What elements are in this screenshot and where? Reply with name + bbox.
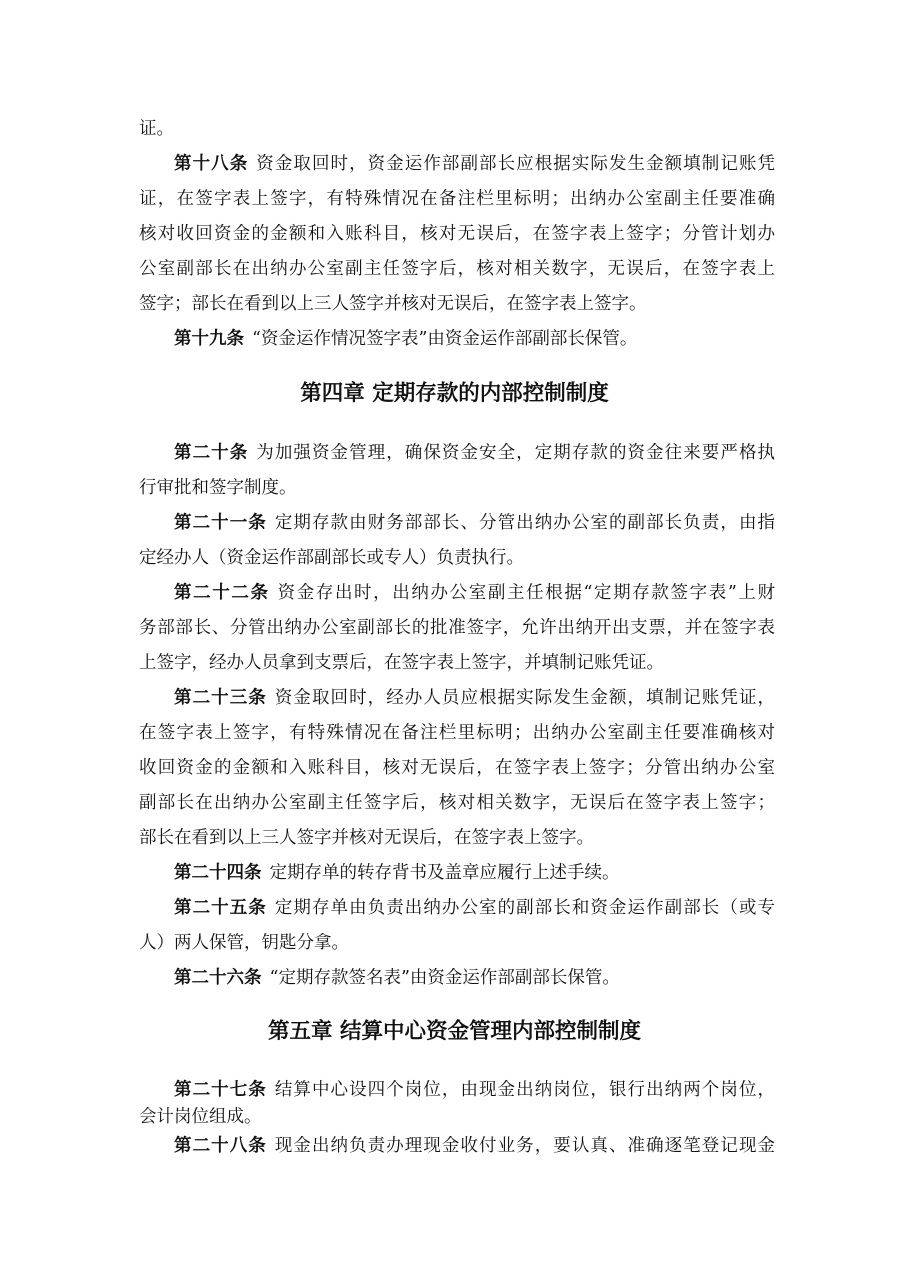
text-line: 务部部长、分管出纳办公室副部长的批准签字，允许出纳开出支票，并在签字表	[139, 618, 775, 638]
article-number: 第二十八条	[174, 1136, 267, 1156]
article-25: 第二十五条 定期存单由负责出纳办公室的副部长和资金运作副部长（或专	[174, 898, 776, 918]
article-number: 第二十条	[174, 443, 249, 463]
text-line: 上签字，经办人员拿到支票后，在签字表上签字，并填制记账凭证。	[139, 653, 664, 673]
article-number: 第二十七条	[174, 1080, 267, 1100]
article-18: 第十八条 资金取回时，资金运作部副部长应根据实际发生金额填制记账凭	[174, 154, 776, 174]
chapter-heading: 第四章 定期存款的内部控制制度	[300, 381, 609, 406]
text-line: 在签字表上签字，有特殊情况在备注栏里标明；出纳办公室副主任要准确核对	[139, 723, 775, 743]
article-23: 第二十三条 资金取回时，经办人员应根据实际发生金额，填制记账凭证，	[174, 688, 776, 708]
text-line: 定经办人（资金运作部副部长或专人）负责执行。	[139, 548, 524, 568]
text-line: 证。	[139, 119, 174, 139]
text-line: 公室副部长在出纳办公室副主任签字后，核对相关数字，无误后，在签字表上	[139, 259, 775, 279]
text-line: 人）两人保管，钥匙分拿。	[139, 933, 349, 953]
article-28: 第二十八条 现金出纳负责办理现金收付业务，要认真、准确逐笔登记现金	[174, 1136, 776, 1156]
article-number: 第二十三条	[174, 688, 267, 708]
text-line: 核对收回资金的金额和入账科目，核对无误后，在签字表上签字；分管计划办	[139, 224, 775, 244]
article-27: 第二十七条 结算中心设四个岗位，由现金出纳岗位，银行出纳两个岗位，	[174, 1080, 776, 1100]
text-line: 证，在签字表上签字，有特殊情况在备注栏里标明；出纳办公室副主任要准确	[139, 189, 775, 209]
article-number: 第十九条	[174, 329, 244, 349]
text-line: 副部长在出纳办公室副主任签字后，核对相关数字，无误后在签字表上签字；	[139, 793, 775, 813]
article-number: 第二十一条	[174, 513, 267, 533]
article-20: 第二十条 为加强资金管理，确保资金安全，定期存款的资金往来要严格执	[174, 443, 776, 463]
article-number: 第二十五条	[174, 898, 267, 918]
article-19: 第十九条 “资金运作情况签字表”由资金运作部副部长保管。	[174, 329, 638, 349]
article-26: 第二十六条 “定期存款签名表”由资金运作部副部长保管。	[174, 968, 620, 988]
article-number: 第十八条	[174, 154, 249, 174]
text-line: 签字；部长在看到以上三人签字并核对无误后，在签字表上签字。	[139, 294, 647, 314]
article-21: 第二十一条 定期存款由财务部部长、分管出纳办公室的副部长负责，由指	[174, 513, 776, 533]
article-22: 第二十二条 资金存出时，出纳办公室副主任根据“定期存款签字表”上财	[174, 583, 775, 603]
article-24: 第二十四条 定期存单的转存背书及盖章应履行上述手续。	[174, 863, 620, 883]
article-number: 第二十六条	[174, 968, 262, 988]
chapter-heading: 第五章 结算中心资金管理内部控制制度	[268, 1019, 641, 1044]
text-line: 行审批和签字制度。	[139, 478, 297, 498]
article-number: 第二十四条	[174, 863, 262, 883]
text-line: 收回资金的金额和入账科目，核对无误后，在签字表上签字；分管出纳办公室	[139, 758, 775, 778]
text-line: 部长在看到以上三人签字并核对无误后，在签字表上签字。	[139, 828, 594, 848]
article-number: 第二十二条	[174, 583, 270, 603]
text-line: 会计岗位组成。	[139, 1107, 262, 1127]
